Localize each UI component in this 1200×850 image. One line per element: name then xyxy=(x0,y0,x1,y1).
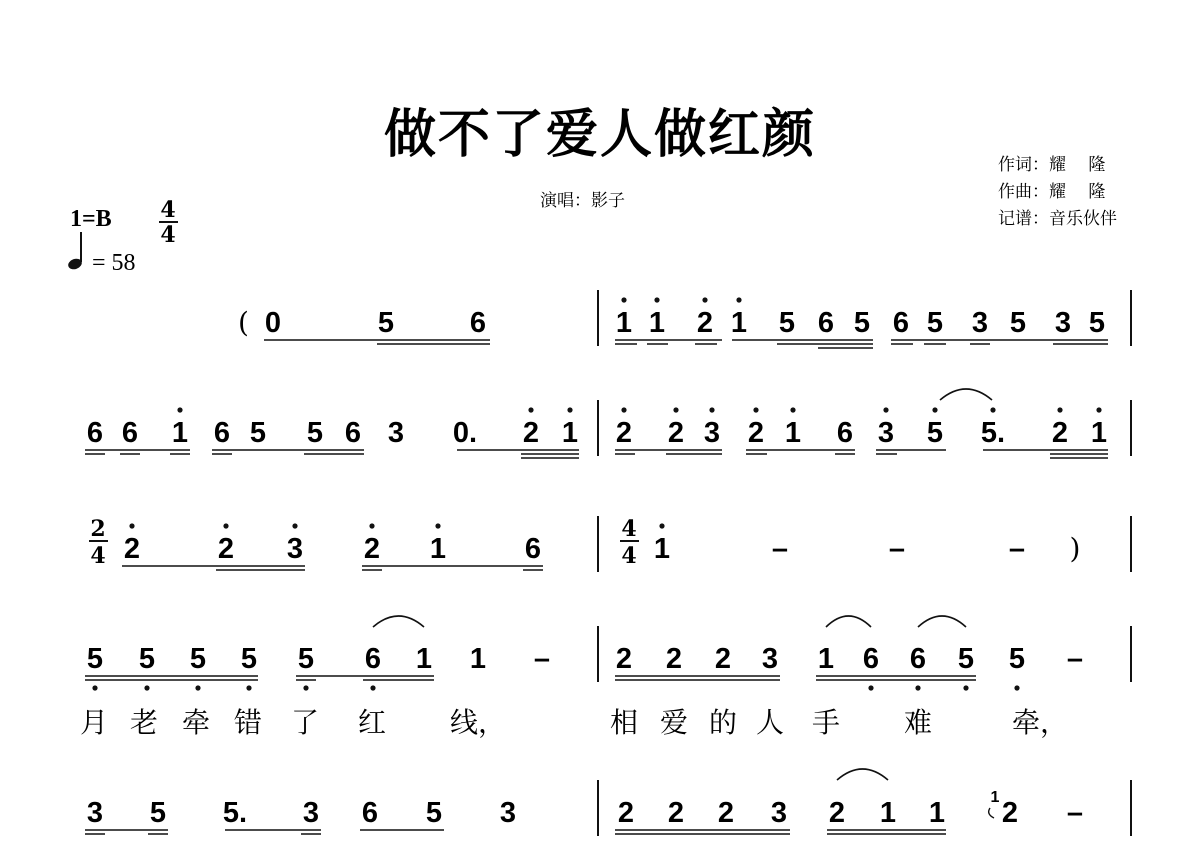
note: 2 xyxy=(615,643,633,675)
note: 3 xyxy=(877,417,895,449)
note: 1 xyxy=(561,417,579,449)
note: 2 xyxy=(123,533,141,565)
high-octave-dot xyxy=(736,297,741,302)
lyric-syllable: 月 xyxy=(79,706,109,739)
note: 5 xyxy=(926,307,944,339)
note: 2 xyxy=(714,643,732,675)
note: 2 xyxy=(1001,797,1019,829)
note: 1 xyxy=(928,797,946,829)
high-octave-dot xyxy=(223,523,228,528)
high-octave-dot xyxy=(1096,407,1101,412)
high-octave-dot xyxy=(567,407,572,412)
note: 3 xyxy=(387,417,405,449)
slur xyxy=(826,616,871,627)
lyric-syllable: 错 xyxy=(233,706,263,739)
high-octave-dot xyxy=(1057,407,1062,412)
dash-sustain: – xyxy=(1066,797,1084,829)
time-signature-denominator: 4 xyxy=(160,222,176,248)
note: 6 xyxy=(817,307,835,339)
note: 6 xyxy=(213,417,231,449)
composer-credit: 作曲：耀 隆 xyxy=(998,182,1106,202)
note: 6 xyxy=(364,643,382,675)
lyric-syllable: 牵， xyxy=(1011,706,1069,739)
low-octave-dot xyxy=(915,685,920,690)
high-octave-dot xyxy=(621,297,626,302)
note: 5 xyxy=(377,307,395,339)
low-octave-dot xyxy=(868,685,873,690)
note: 6 xyxy=(121,417,139,449)
note: 5 xyxy=(1088,307,1106,339)
score-line xyxy=(89,516,1131,572)
time-signature-numerator: 4 xyxy=(160,197,176,223)
lyric-syllable: 难 xyxy=(903,706,933,739)
time-signature xyxy=(159,197,178,248)
song-title: 做不了爱人做红颜 xyxy=(383,104,817,165)
lyric-syllable: 老 xyxy=(129,706,159,739)
note: 5 xyxy=(853,307,871,339)
note: 1 xyxy=(415,643,433,675)
note: 1 xyxy=(879,797,897,829)
low-octave-dot xyxy=(963,685,968,690)
high-octave-dot xyxy=(654,297,659,302)
note: 2 xyxy=(1051,417,1069,449)
score-line xyxy=(85,400,1131,458)
note: 5 xyxy=(1008,643,1026,675)
lyric-syllable: 牵 xyxy=(181,706,211,739)
low-octave-dot xyxy=(370,685,375,690)
high-octave-dot xyxy=(292,523,297,528)
quarter-note-icon xyxy=(67,232,84,271)
time-change-denominator: 4 xyxy=(621,543,637,569)
low-octave-dot xyxy=(92,685,97,690)
lyric-syllable: 红 xyxy=(357,706,387,739)
dash-sustain: – xyxy=(1066,643,1084,675)
note: 1 xyxy=(171,417,189,449)
tempo-marking: = 58 xyxy=(92,250,136,276)
note: 5 xyxy=(240,643,258,675)
note: 3 xyxy=(86,797,104,829)
high-octave-dot xyxy=(932,407,937,412)
note: 2 xyxy=(617,797,635,829)
grace-note: 1 xyxy=(990,789,1000,806)
high-octave-dot xyxy=(659,523,664,528)
lyric-syllable: 的 xyxy=(708,706,738,739)
measure xyxy=(615,297,1108,348)
time-change-numerator: 4 xyxy=(621,516,637,542)
note: 5 xyxy=(778,307,796,339)
low-octave-dot xyxy=(144,685,149,690)
note: 5 xyxy=(138,643,156,675)
lyricist-credit: 作词：耀 隆 xyxy=(998,155,1106,175)
time-change-denominator: 4 xyxy=(90,543,106,569)
note: 6 xyxy=(862,643,880,675)
note: 3 xyxy=(703,417,721,449)
note: 1 xyxy=(784,417,802,449)
measure xyxy=(615,407,1108,458)
note: 1 xyxy=(817,643,835,675)
note: 5. xyxy=(980,417,1006,449)
note: 0. xyxy=(452,417,478,449)
note: 0 xyxy=(264,307,282,339)
note: 2 xyxy=(828,797,846,829)
note: 6 xyxy=(361,797,379,829)
lyric-syllable: 相 xyxy=(609,706,639,739)
note: 1 xyxy=(730,307,748,339)
note: 5 xyxy=(297,643,315,675)
note: 3 xyxy=(770,797,788,829)
high-octave-dot xyxy=(129,523,134,528)
singer-credit: 演唱：影子 xyxy=(540,191,625,211)
high-octave-dot xyxy=(435,523,440,528)
score-line xyxy=(85,780,1131,836)
note: 2 xyxy=(667,417,685,449)
low-octave-dot xyxy=(1014,685,1019,690)
note: 3 xyxy=(302,797,320,829)
note: 1 xyxy=(653,533,671,565)
note: 6 xyxy=(524,533,542,565)
note: 3 xyxy=(761,643,779,675)
high-octave-dot xyxy=(709,407,714,412)
note: 2 xyxy=(615,417,633,449)
note: 5. xyxy=(222,797,248,829)
note: 1 xyxy=(1090,417,1108,449)
note: 1 xyxy=(615,307,633,339)
note: 3 xyxy=(1054,307,1072,339)
score-line xyxy=(238,290,1131,348)
lyric-syllable: 人 xyxy=(755,706,785,739)
close-paren: ) xyxy=(1069,532,1081,565)
note: 2 xyxy=(717,797,735,829)
note: 1 xyxy=(429,533,447,565)
note: 6 xyxy=(344,417,362,449)
slur xyxy=(837,769,888,780)
note: 5 xyxy=(1009,307,1027,339)
low-octave-dot xyxy=(195,685,200,690)
measure xyxy=(80,643,550,739)
low-octave-dot xyxy=(303,685,308,690)
measure xyxy=(610,643,1083,739)
measure xyxy=(615,789,1083,834)
note: 2 xyxy=(665,643,683,675)
high-octave-dot xyxy=(702,297,707,302)
time-signature-change xyxy=(89,516,108,569)
grace-slur xyxy=(989,808,994,818)
note: 6 xyxy=(892,307,910,339)
note: 5 xyxy=(425,797,443,829)
measure xyxy=(85,797,516,834)
high-octave-dot xyxy=(673,407,678,412)
dash-sustain: – xyxy=(533,643,551,675)
note: 5 xyxy=(957,643,975,675)
high-octave-dot xyxy=(990,407,995,412)
note: 2 xyxy=(747,417,765,449)
high-octave-dot xyxy=(369,523,374,528)
lyric-syllable: 了 xyxy=(290,706,320,739)
open-paren: ( xyxy=(238,306,249,339)
lyric-syllable: 手 xyxy=(811,706,841,739)
dash-sustain: – xyxy=(1008,533,1026,565)
slur xyxy=(373,616,424,627)
key-signature: 1=B xyxy=(70,206,112,232)
note: 5 xyxy=(306,417,324,449)
high-octave-dot xyxy=(883,407,888,412)
lyric-syllable: 爱 xyxy=(659,706,689,739)
dash-sustain: – xyxy=(771,533,789,565)
measure xyxy=(85,407,579,458)
time-change-numerator: 2 xyxy=(90,516,106,542)
note: 5 xyxy=(249,417,267,449)
note: 5 xyxy=(86,643,104,675)
note: 3 xyxy=(971,307,989,339)
dash-sustain: – xyxy=(888,533,906,565)
note: 2 xyxy=(363,533,381,565)
lyric-syllable: 线， xyxy=(449,706,507,739)
high-octave-dot xyxy=(790,407,795,412)
score-line xyxy=(80,626,1131,739)
note: 6 xyxy=(86,417,104,449)
note: 2 xyxy=(217,533,235,565)
time-signature-change xyxy=(620,516,639,569)
note: 2 xyxy=(667,797,685,829)
note: 2 xyxy=(522,417,540,449)
note: 5 xyxy=(149,797,167,829)
note: 6 xyxy=(909,643,927,675)
measure xyxy=(238,306,490,344)
note: 6 xyxy=(469,307,487,339)
high-octave-dot xyxy=(528,407,533,412)
note: 3 xyxy=(286,533,304,565)
note: 5 xyxy=(189,643,207,675)
measure xyxy=(122,523,543,570)
note: 6 xyxy=(836,417,854,449)
note: 5 xyxy=(926,417,944,449)
note: 2 xyxy=(696,307,714,339)
slur xyxy=(940,389,992,400)
note: 3 xyxy=(499,797,517,829)
slur xyxy=(918,616,966,627)
high-octave-dot xyxy=(753,407,758,412)
high-octave-dot xyxy=(621,407,626,412)
low-octave-dot xyxy=(246,685,251,690)
note: 1 xyxy=(469,643,487,675)
transcriber-credit: 记谱：音乐伙伴 xyxy=(998,209,1117,229)
note: 1 xyxy=(648,307,666,339)
high-octave-dot xyxy=(177,407,182,412)
measure xyxy=(620,516,1080,569)
